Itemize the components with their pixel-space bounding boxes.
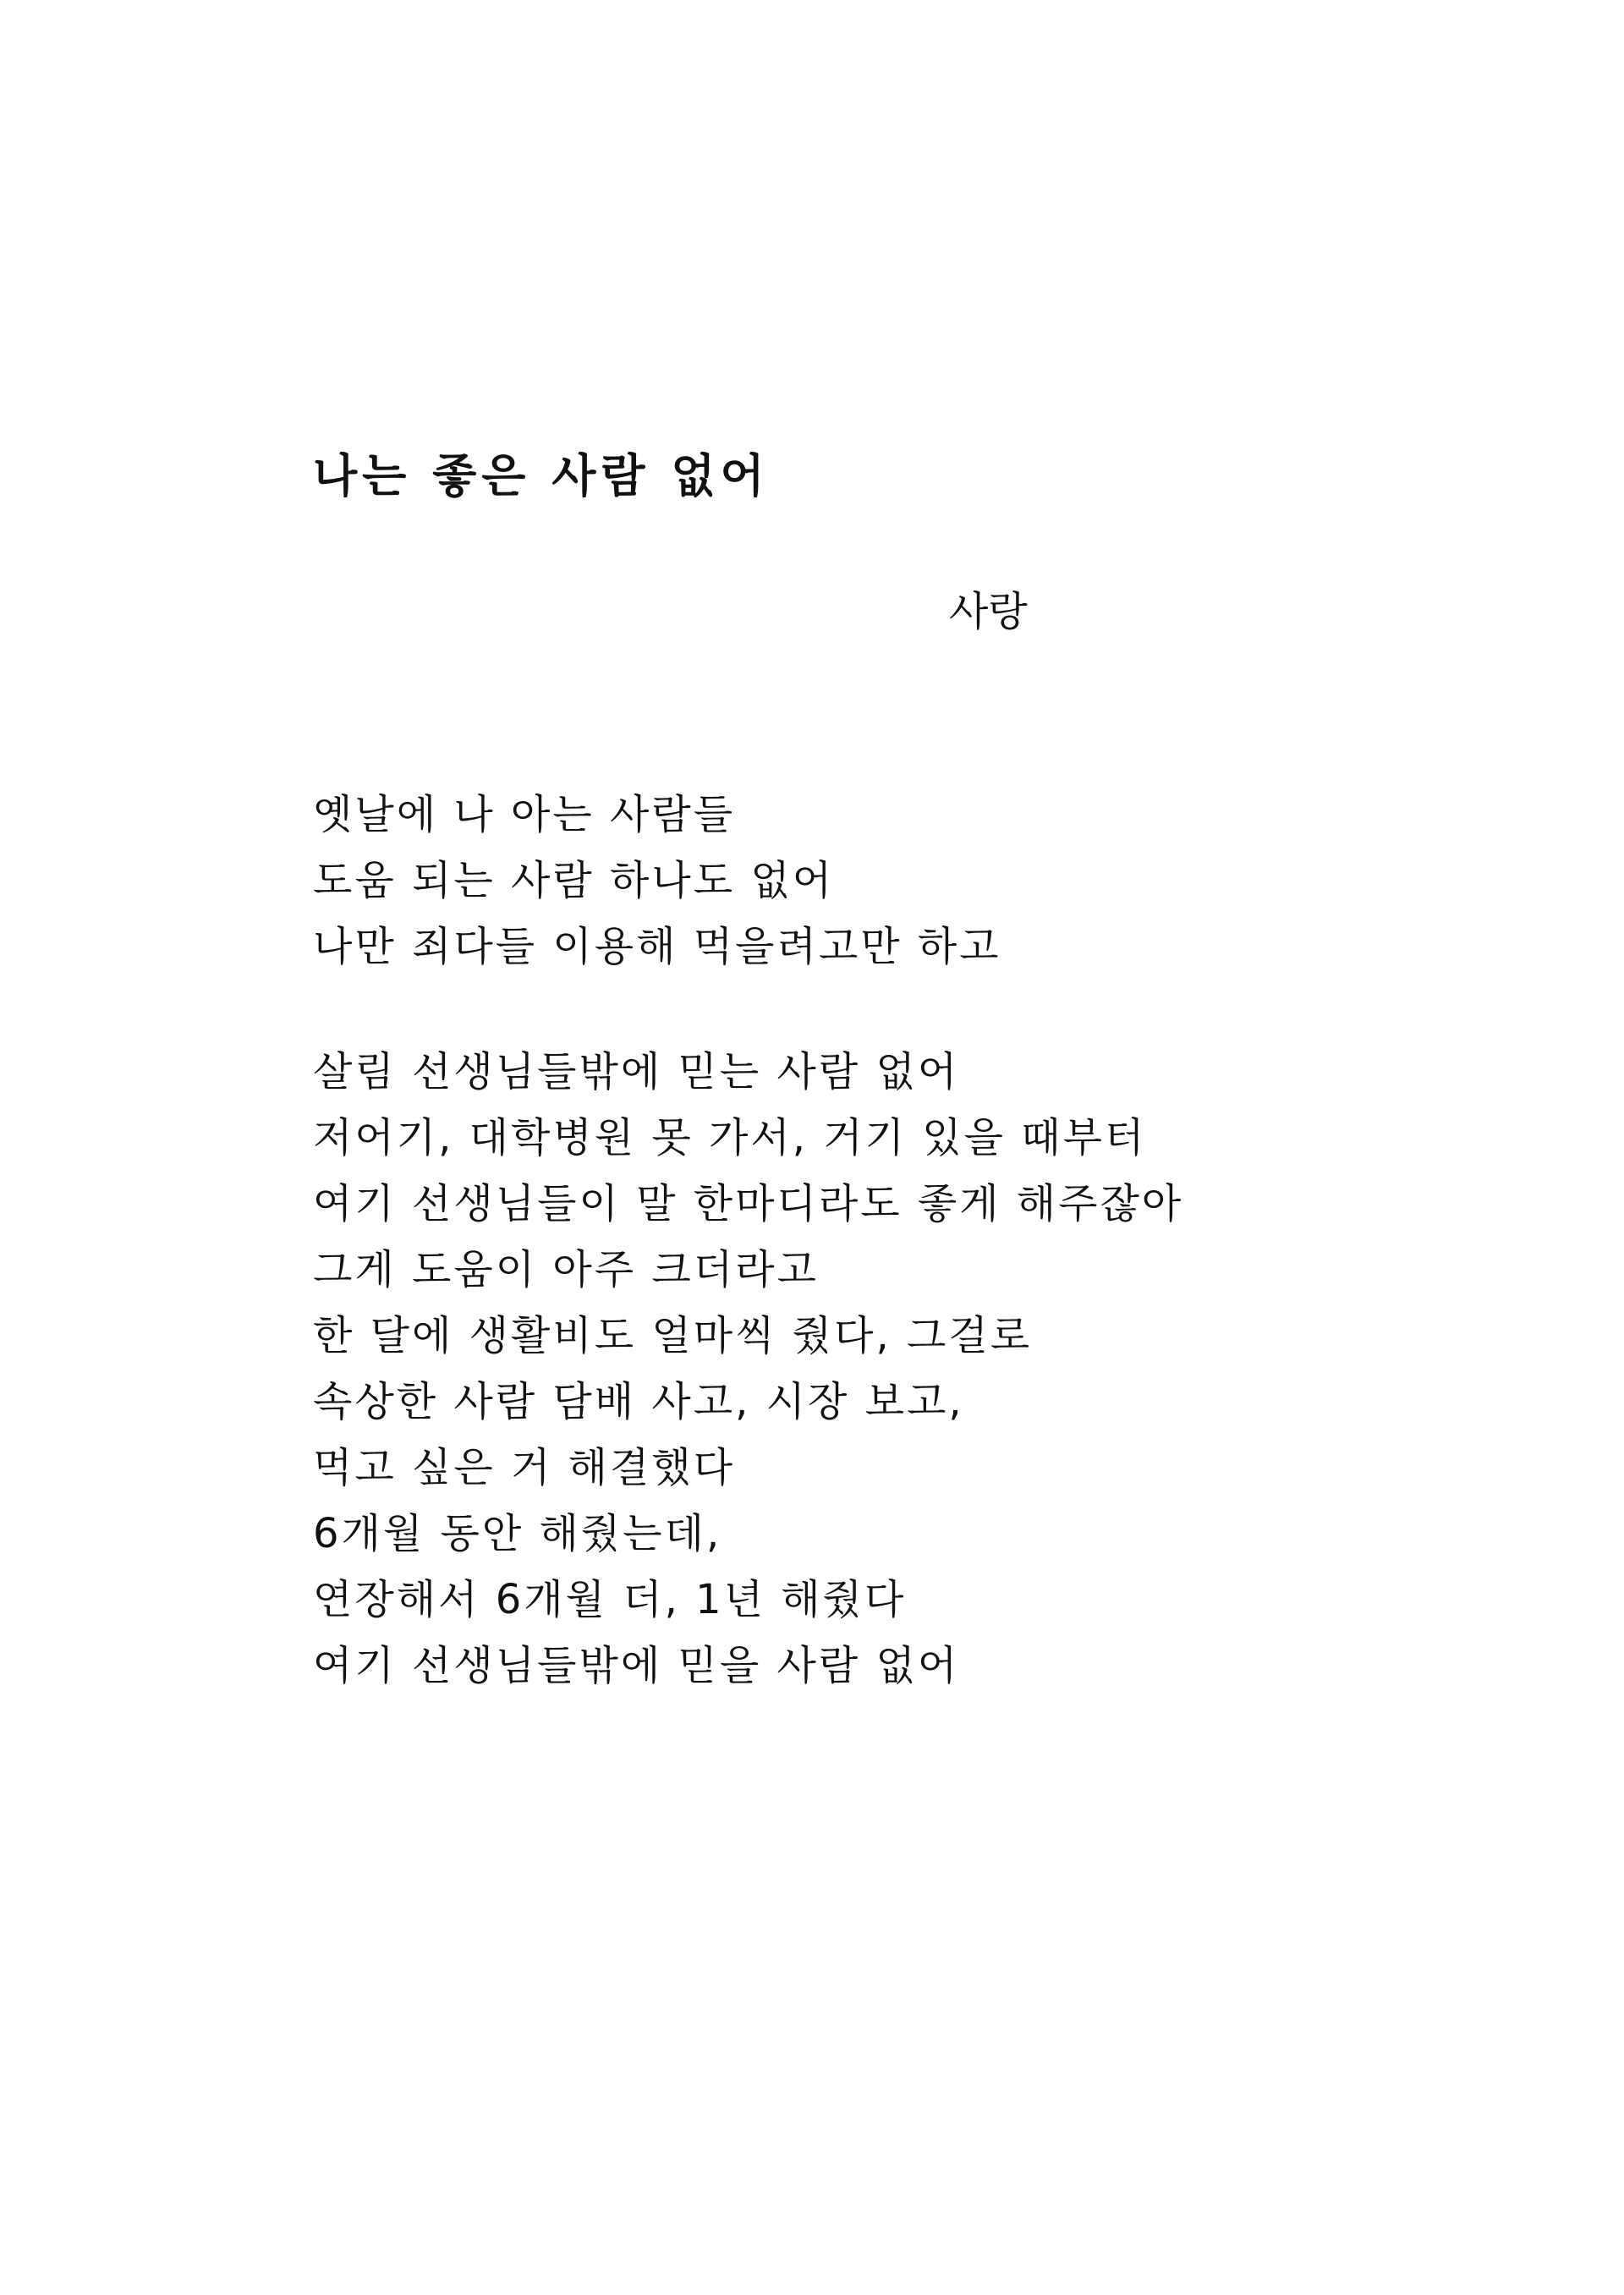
poem-line: 속상한 사람 담배 사고, 시장 보고, (313, 1378, 964, 1425)
poem-line: 저어기, 대학병원 못 가서, 거기 있을 때부터 (313, 1114, 1147, 1161)
stanza-1 (313, 782, 1001, 980)
poem-line: 먹고 싶은 거 해결했다 (313, 1444, 736, 1491)
poem-line: 6개월 동안 해줬는데, (313, 1510, 722, 1557)
poem-line: 연장해서 6개월 더, 1년 해줬다 (313, 1576, 907, 1623)
poem-title: 나는 좋은 사람 없어 (313, 449, 770, 502)
poem-author: 사랑 (949, 588, 1028, 635)
poem-line: 옛날에 나 아는 사람들 (313, 791, 736, 838)
poem-line: 여기 선생님들밖에 믿을 사람 없어 (313, 1642, 960, 1689)
poem-line: 그게 도움이 아주 크더라고 (313, 1246, 819, 1293)
poem-line: 나만 죄다들 이용해 먹을려고만 하고 (313, 923, 1001, 970)
poem-line: 살림 선생님들밖에 믿는 사람 없어 (313, 1048, 960, 1095)
poem-line: 여기 선생님들이 말 한마디라도 좋게 해주잖아 (313, 1180, 1184, 1227)
stanza-2 (313, 1039, 1183, 1699)
poem-line: 도움 되는 사람 하나도 없어 (313, 857, 835, 904)
poem-line: 한 달에 생활비도 얼마씩 줬다, 그걸로 (313, 1312, 1033, 1359)
